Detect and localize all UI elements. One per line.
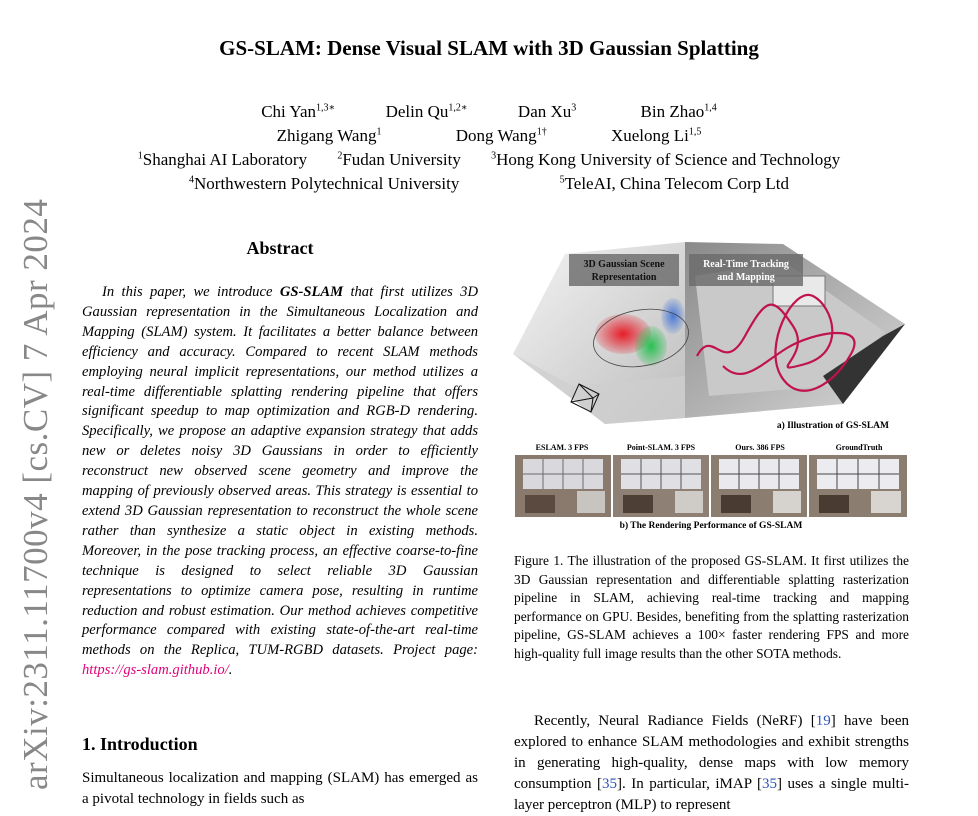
subcaption-a: a) Illustration of GS-SLAM <box>776 421 889 431</box>
project-link[interactable]: https://gs-slam.github.io/ <box>82 662 229 679</box>
label-gaussian-scene-line1: 3D Gaussian Scene <box>583 259 665 270</box>
introduction-text: Simultaneous localization and mapping (SLAM) has emerged as a pivotal technology in fields such as <box>82 770 478 807</box>
gaussian-blue <box>661 298 685 334</box>
method-label: GroundTruth <box>835 443 883 452</box>
author: Bin Zhao$^{1,4}$ <box>640 102 717 121</box>
affiliation-row-1 <box>0 148 978 172</box>
author: Dan Xu$^3$ <box>517 102 577 121</box>
rendering-thumbnails <box>515 455 907 517</box>
render-groundtruth <box>809 455 907 517</box>
abstract-body: In this paper, we introduce GS-SLAM that first utilizes 3D Gaussian representation in the Simultaneous Localization and Mapping (SLAM) system. It facilitates a better balance between efficiency and accuracy. Compared to recent SLAM methods employing neural implicit representations, our method utilizes a real-time differentiable splatting rendering pipeline that offers significant speedup to map optimization and RGB-D rendering. Specifically, we propose an adaptive expansion strategy that adds new or deletes noisy 3D Gaussians in order to efficiently reconstruct new observed scene geometry and improve the mapping of previously observed areas. This strategy is essential to extend 3D Gaussian representation to reconstruct the whole scene rather than synthesize a static object in existing methods. Moreover, in the pose tracking process, an effective coarse-to-fine technique is designed to select reliable 3D Gaussian representations to optimize camera pose, resulting in runtime reduction and robust estimation. Our method achieves competitive performance compared with existing state-of-the-art real-time methods on the Replica, TUM-RGBD datasets. Project page: https://gs-slam.github.io/. <box>82 284 478 679</box>
render-ours <box>711 455 807 517</box>
label-gaussian-scene-line2: Representation <box>591 272 657 283</box>
figure-illustration <box>513 236 909 532</box>
figure-caption: Figure 1. The illustration of the proposed GS-SLAM. It first utilizes the 3D Gaussian representation and differentiable splatting rasterization pipeline in SLAM, achieving real-time tracking and mapping performance on GPU. Besides, benefiting from the splatting rasterization pipeline, GS-SLAM achieves a 100× faster rendering FPS and more high-quality full image results than the other SOTA methods. <box>514 553 909 661</box>
author: Xuelong Li$^{1,5}$ <box>610 126 702 145</box>
abstract-heading: Abstract <box>246 238 314 258</box>
gaussian-green <box>635 326 667 366</box>
author: Chi Yan$^{1,3∗}$ <box>261 102 336 121</box>
method-name: GS-SLAM <box>279 284 344 300</box>
label-tracking-line1: Real-Time Tracking <box>703 259 789 270</box>
figure-1 <box>513 236 909 532</box>
citation-link[interactable]: 35 <box>602 776 617 792</box>
section-heading-introduction: 1. Introduction <box>82 734 198 754</box>
citation-link[interactable]: 19 <box>815 713 831 729</box>
method-label: ESLAM. 3 FPS <box>535 443 589 452</box>
subcaption-b: b) The Rendering Performance of GS-SLAM <box>619 521 803 531</box>
citation-link[interactable]: 35 <box>762 776 777 792</box>
arxiv-stamp: arXiv:2311.11700v4 [cs.CV] 7 Apr 2024 <box>16 198 55 790</box>
method-label: Ours. 386 FPS <box>735 443 785 452</box>
method-label: Point-SLAM. 3 FPS <box>626 443 696 452</box>
paper-title: GS-SLAM: Dense Visual SLAM with 3D Gaussian Splatting <box>219 36 759 60</box>
author: Dong Wang$^{1\dagger}$ <box>455 126 547 145</box>
author-row-1 <box>0 100 978 124</box>
affiliation: $^4$Northwestern Polytechnical University <box>189 174 460 193</box>
affiliation: $^2$Fudan University <box>337 150 461 169</box>
affiliation: $^1$Shanghai AI Laboratory <box>137 150 308 169</box>
label-tracking-line2: and Mapping <box>717 272 775 283</box>
render-point-slam <box>613 455 709 517</box>
affiliation-row-2 <box>0 172 978 196</box>
affiliation: $^3$Hong Kong University of Science and Technology <box>491 150 841 169</box>
author-row-2 <box>0 124 978 148</box>
right-column-paragraph: Recently, Neural Radiance Fields (NeRF) [19] have been explored to enhance SLAM methodologies and exhibit strengths in generating high-quality, dense maps with low memory consumption [35]. In particular, iMAP [35] uses a single multi-layer perceptron (MLP) to represent <box>514 713 909 813</box>
author: Zhigang Wang$^1$ <box>276 126 382 145</box>
affiliation: $^5$TeleAI, China Telecom Corp Ltd <box>559 174 789 193</box>
render-eslam <box>515 455 611 517</box>
author: Delin $Qu^{1,2∗}$ <box>385 102 468 121</box>
